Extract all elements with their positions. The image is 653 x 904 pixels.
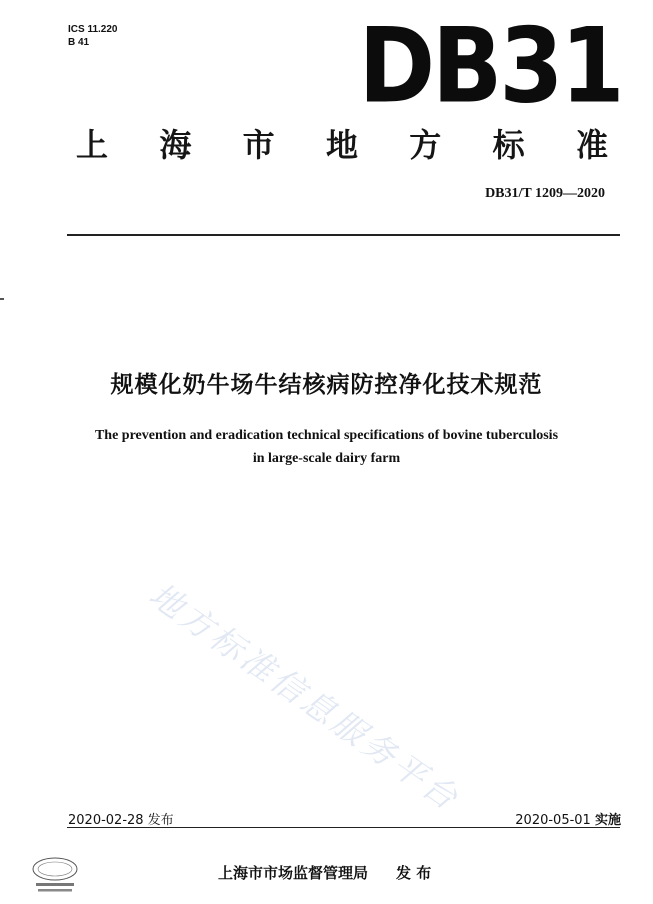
standard-type-char: 地: [325, 126, 358, 164]
chinese-title: 规模化奶牛场牛结核病防控净化技术规范: [110, 372, 543, 398]
english-title-line-1: The prevention and eradication technical specifications of bovine tuberculosis: [94, 428, 559, 443]
classification-codes: [68, 23, 117, 49]
implementation-label: 实施: [594, 813, 621, 828]
standard-type-char: 方: [409, 126, 442, 164]
ccs-code: B 41: [68, 37, 90, 48]
db31-logo: DB31: [358, 4, 622, 127]
standard-type-char: 准: [575, 126, 608, 164]
top-divider: [67, 234, 620, 236]
standard-type-char: 市: [242, 126, 275, 164]
issuing-authority: [218, 862, 431, 883]
standard-type-char: 标: [492, 126, 525, 164]
watermark: 地方标准信息服务平台: [142, 574, 468, 820]
issue-date: 2020-02-28 发布: [68, 813, 174, 828]
edge-mark: [0, 298, 4, 300]
implementation-date-value: 2020-05-01: [515, 813, 591, 828]
implementation-date: [515, 809, 621, 828]
standard-type-char: 海: [159, 126, 192, 164]
seal-stamp-icon: [30, 855, 80, 897]
ics-code: ICS 11.220: [68, 24, 118, 35]
bottom-divider: [67, 827, 620, 828]
issuer-action: 发 布: [396, 864, 432, 882]
standard-type-char: 上: [75, 126, 108, 164]
standard-type-heading: [62, 120, 622, 166]
english-title-line-2: in large-scale dairy farm: [252, 451, 401, 466]
issuer-name: 上海市市场监督管理局: [218, 864, 369, 882]
standard-code: DB31/T 1209—2020: [485, 186, 605, 201]
